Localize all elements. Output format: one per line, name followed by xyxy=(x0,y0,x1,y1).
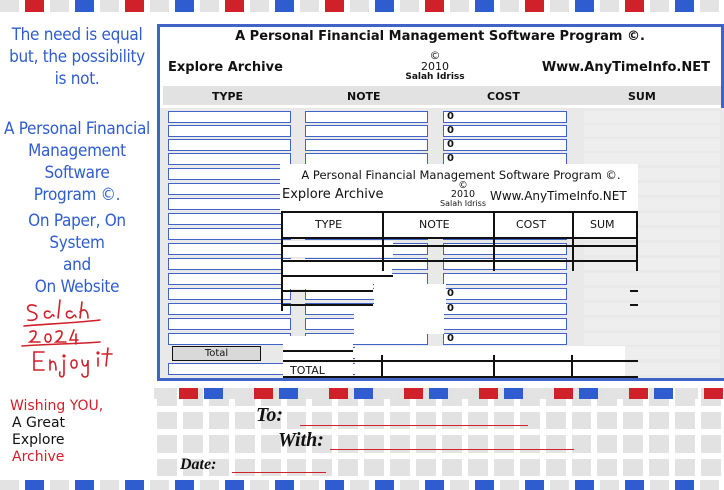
decor-square xyxy=(229,388,248,399)
overlay-column-sum: SUM xyxy=(590,218,615,231)
sidebar-line: Program ©. xyxy=(33,185,121,205)
overlay-column-divider xyxy=(493,355,495,377)
decor-square xyxy=(25,480,44,490)
column-header-type: TYPE xyxy=(212,90,244,103)
note-input[interactable] xyxy=(305,139,428,151)
type-input[interactable] xyxy=(168,213,291,225)
sum-field xyxy=(584,333,720,345)
decor-square xyxy=(204,388,223,399)
overlay-cell xyxy=(283,259,373,289)
sum-field xyxy=(584,318,720,330)
decor-square xyxy=(179,388,198,399)
overlay-copyright-symbol: © xyxy=(458,180,468,191)
decor-square xyxy=(700,480,719,490)
decor-square xyxy=(275,0,294,12)
decor-square xyxy=(350,0,369,12)
overlay-row-line xyxy=(283,350,353,352)
overlay-row-line xyxy=(283,304,373,306)
decor-square xyxy=(529,388,548,399)
sum-field xyxy=(584,111,720,123)
to-label: To: xyxy=(256,404,284,426)
type-input[interactable] xyxy=(168,153,291,165)
overlay-cell xyxy=(354,314,444,334)
decor-square xyxy=(604,388,623,399)
decor-square xyxy=(625,480,644,490)
type-input[interactable] xyxy=(168,333,291,345)
decor-square xyxy=(225,480,244,490)
decor-square xyxy=(425,0,444,12)
overlay-row-line xyxy=(630,290,638,292)
wish-word: Wishing xyxy=(10,398,66,414)
wish-line: Archive xyxy=(12,449,65,465)
overlay-column-divider xyxy=(572,211,574,271)
cost-input[interactable]: 0 xyxy=(443,125,567,137)
overlay-column-type: TYPE xyxy=(315,218,343,231)
type-input[interactable] xyxy=(168,198,291,210)
cost-input[interactable]: 0 xyxy=(443,139,567,151)
decor-square xyxy=(175,480,194,490)
sum-field xyxy=(584,139,720,151)
overlay-row-line xyxy=(283,376,638,378)
decor-square xyxy=(575,480,594,490)
decor-square xyxy=(75,480,94,490)
sum-field xyxy=(584,288,720,300)
overlay-copyright-year: 2010 xyxy=(450,189,476,200)
decor-square xyxy=(250,480,269,490)
decor-square xyxy=(0,0,19,12)
decor-square xyxy=(550,0,569,12)
bottom-decor-strip xyxy=(0,480,719,490)
sum-field xyxy=(584,125,720,137)
type-input[interactable] xyxy=(168,273,291,285)
sidebar-line: A Personal Financial xyxy=(4,119,150,139)
decor-square xyxy=(300,0,319,12)
type-input[interactable] xyxy=(168,228,291,240)
overlay-title: A Personal Financial Management Software Program ©. xyxy=(301,168,621,182)
sidebar-line: Management Software xyxy=(28,141,126,183)
cost-input[interactable]: 0 xyxy=(443,288,567,300)
decor-square xyxy=(679,388,698,399)
overlay-column-divider xyxy=(571,355,573,377)
type-input[interactable] xyxy=(168,318,291,330)
decor-square xyxy=(150,0,169,12)
sidebar-line: is not. xyxy=(54,69,100,89)
sidebar-line: but, the possibility xyxy=(9,47,145,67)
sidebar-program xyxy=(0,118,154,206)
overlay-row-line xyxy=(283,260,638,262)
copyright-author: Salah Idriss xyxy=(405,72,465,82)
decor-square xyxy=(450,480,469,490)
decor-square xyxy=(225,0,244,12)
decor-square xyxy=(454,388,473,399)
overlay-row-line xyxy=(283,245,638,247)
decor-square xyxy=(550,480,569,490)
total-button[interactable]: Total xyxy=(172,346,261,361)
decor-square xyxy=(704,388,723,399)
overlay-website: Www.AnyTimeInfo.NET xyxy=(490,189,627,203)
decor-square xyxy=(279,388,298,399)
cost-input[interactable]: 0 xyxy=(443,111,567,123)
decor-square xyxy=(329,388,348,399)
decor-square xyxy=(50,0,69,12)
type-input[interactable] xyxy=(168,111,291,123)
overlay-cell xyxy=(283,241,393,257)
decor-square xyxy=(404,388,423,399)
decor-square xyxy=(75,0,94,12)
decor-square xyxy=(275,480,294,490)
decor-square xyxy=(675,0,694,12)
decor-square xyxy=(250,0,269,12)
decor-square xyxy=(125,480,144,490)
decor-square xyxy=(500,480,519,490)
cost-input[interactable] xyxy=(443,318,567,330)
decor-square xyxy=(25,0,44,12)
decor-square xyxy=(325,480,344,490)
decor-square xyxy=(600,0,619,12)
decor-square xyxy=(650,0,669,12)
decor-square xyxy=(700,0,719,12)
sum-field xyxy=(584,273,720,285)
cost-input[interactable]: 0 xyxy=(443,153,567,165)
decor-square xyxy=(675,480,694,490)
overlay-column-note: NOTE xyxy=(419,218,450,231)
type-input[interactable] xyxy=(168,243,291,255)
with-line[interactable] xyxy=(330,449,574,450)
panel-website: Www.AnyTimeInfo.NET xyxy=(541,60,710,75)
signature-image xyxy=(16,298,136,378)
sidebar-line: On Paper, On System xyxy=(28,211,126,253)
with-label: With: xyxy=(278,429,324,451)
decor-square xyxy=(254,388,273,399)
decor-square xyxy=(375,480,394,490)
decor-square xyxy=(554,388,573,399)
overlay-column-divider xyxy=(381,355,383,377)
overlay-column-divider xyxy=(493,211,495,271)
overlay-row-line xyxy=(283,360,638,362)
panel-explore-archive: Explore Archive xyxy=(168,60,283,75)
overlay-column-divider xyxy=(382,211,384,271)
sum-field xyxy=(584,303,720,315)
overlay-column-cost: COST xyxy=(516,218,547,231)
date-label: Date: xyxy=(180,456,217,473)
overlay-total-label: TOTAL xyxy=(290,364,325,377)
decor-square xyxy=(475,0,494,12)
type-input[interactable] xyxy=(168,288,291,300)
date-line[interactable] xyxy=(232,472,326,473)
decor-square xyxy=(429,388,448,399)
cost-input[interactable]: 0 xyxy=(443,333,567,345)
decor-square xyxy=(650,480,669,490)
decor-square xyxy=(354,388,373,399)
overlay-explore-archive: Explore Archive xyxy=(282,187,384,202)
sidebar-line: and xyxy=(63,255,91,275)
decor-square xyxy=(525,0,544,12)
wish-line: Explore xyxy=(12,432,65,448)
decor-square xyxy=(625,0,644,12)
top-decor-strip xyxy=(0,0,719,12)
panel-copyright xyxy=(395,50,475,83)
decor-square xyxy=(350,480,369,490)
decor-square xyxy=(379,388,398,399)
note-input[interactable] xyxy=(305,111,428,123)
decor-square xyxy=(400,480,419,490)
type-input[interactable] xyxy=(168,303,291,315)
decor-square xyxy=(100,0,119,12)
decor-square xyxy=(325,0,344,12)
sidebar-platforms xyxy=(0,210,154,298)
overlay-column-divider xyxy=(636,211,638,271)
decor-square xyxy=(600,480,619,490)
cost-input[interactable]: 0 xyxy=(443,303,567,315)
wish-message xyxy=(10,398,150,466)
decor-square xyxy=(0,480,19,490)
type-input[interactable] xyxy=(168,363,291,375)
column-header-note: NOTE xyxy=(347,90,381,103)
panel-title: A Personal Financial Management Software Program ©. xyxy=(235,29,645,44)
sidebar-line: On Website xyxy=(34,277,120,297)
mid-decor-strip xyxy=(154,388,723,399)
decor-square xyxy=(300,480,319,490)
decor-square xyxy=(50,480,69,490)
overlay-row-line xyxy=(283,290,373,292)
column-header-cost: COST xyxy=(487,90,520,103)
decor-square xyxy=(654,388,673,399)
copyright-year: 2010 xyxy=(421,60,449,73)
wish-line: A Great xyxy=(12,415,66,431)
decor-square xyxy=(304,388,323,399)
decor-square xyxy=(200,0,219,12)
wish-word: YOU, xyxy=(69,398,104,414)
decor-square xyxy=(400,0,419,12)
decor-square xyxy=(504,388,523,399)
decor-square xyxy=(100,480,119,490)
decor-square xyxy=(500,0,519,12)
to-line[interactable] xyxy=(300,425,528,426)
decor-square xyxy=(479,388,498,399)
decor-square xyxy=(375,0,394,12)
decor-square xyxy=(579,388,598,399)
overlay-row-line xyxy=(630,304,638,306)
type-input[interactable] xyxy=(168,168,291,180)
decor-square xyxy=(175,0,194,12)
overlay-copyright xyxy=(433,181,493,208)
type-input[interactable] xyxy=(168,139,291,151)
type-input[interactable] xyxy=(168,258,291,270)
note-input[interactable] xyxy=(305,125,428,137)
copyright-symbol: © xyxy=(429,49,441,62)
decor-square xyxy=(629,388,648,399)
overlay-row-line xyxy=(283,275,393,277)
decor-square xyxy=(154,388,173,399)
decor-square xyxy=(475,480,494,490)
column-header-sum: SUM xyxy=(628,90,656,103)
overlay-copyright-author: Salah Idriss xyxy=(439,199,486,208)
decor-square xyxy=(150,480,169,490)
decor-square xyxy=(450,0,469,12)
type-input[interactable] xyxy=(168,183,291,195)
decor-square xyxy=(125,0,144,12)
sidebar-line: The need is equal xyxy=(11,25,143,45)
sidebar-quote xyxy=(0,24,154,90)
decor-square xyxy=(425,480,444,490)
cost-input[interactable] xyxy=(443,273,567,285)
decor-square xyxy=(200,480,219,490)
overlay-cell xyxy=(374,284,446,314)
decor-square xyxy=(575,0,594,12)
type-input[interactable] xyxy=(168,125,291,137)
decor-square xyxy=(525,480,544,490)
